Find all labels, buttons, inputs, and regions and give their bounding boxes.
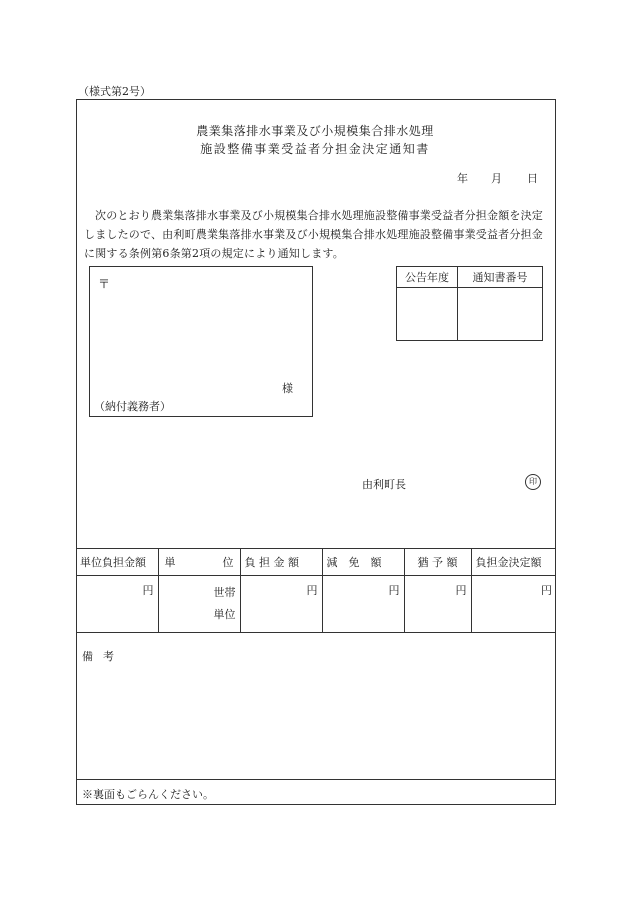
footnote-text: ※裏面もごらんください。 (82, 788, 214, 801)
announcement-year-header: 公告年度 (397, 267, 458, 288)
yen-unit: 円 (306, 584, 318, 597)
household-unit: 世帯 (213, 586, 236, 599)
date-day-label: 日 (527, 172, 538, 185)
postal-mark: 〒 (98, 277, 111, 291)
deferral-amount-cell (404, 576, 471, 633)
unit-cell (158, 576, 240, 633)
yen-unit: 円 (142, 584, 154, 597)
honorific-label: 様 (282, 382, 293, 395)
amount-table-header-row (76, 549, 556, 576)
exemption-amount-header: 減 免 額 (322, 549, 404, 576)
announcement-year-cell (397, 288, 458, 341)
unit-header (158, 549, 240, 576)
unit-charge-header: 単位負担金額 (76, 549, 158, 576)
unit-charge-cell (76, 576, 158, 633)
mayor-label: 由利町長 (362, 478, 406, 491)
form-frame (76, 99, 556, 805)
yen-unit: 円 (455, 584, 467, 597)
title-line-1: 農業集落排水事業及び小規模集合排水処理 (196, 124, 434, 138)
date-year-label: 年 (457, 172, 468, 185)
unit-header-part-1: 単 (164, 556, 176, 569)
form-number-label: （様式第2号） (78, 85, 151, 98)
amount-table (76, 548, 556, 633)
address-box (89, 266, 313, 417)
remarks-label: 備考 (82, 650, 124, 663)
exemption-amount-cell (322, 576, 404, 633)
charge-amount-header: 負 担 金 額 (240, 549, 322, 576)
notice-body-text: 次のとおり農業集落排水事業及び小規模集合排水処理施設整備事業受益者分担金額を決定しましたので、由利町農業集落排水事業及び小規模集合排水処理施設整備事業受益者分担金に関する条例第6条第2項の規定により通知します。 (84, 209, 543, 260)
footnote-divider (76, 779, 556, 780)
deferral-amount-header: 猶 予 額 (404, 549, 471, 576)
unit-header-part-2: 位 (222, 556, 234, 569)
seal-mark: 印 (525, 474, 541, 490)
title-line-2: 施設整備事業受益者分担金決定通知書 (200, 142, 430, 156)
payer-label: （納付義務者） (94, 400, 171, 413)
notice-number-cell (458, 288, 543, 341)
charge-amount-cell (240, 576, 322, 633)
yen-unit: 円 (388, 584, 400, 597)
final-charge-header: 負担金決定額 (471, 549, 556, 576)
final-charge-cell (471, 576, 556, 633)
amount-table-value-row (76, 576, 556, 633)
yen-unit: 円 (541, 584, 552, 597)
notice-number-header: 通知書番号 (458, 267, 543, 288)
notice-info-table (396, 266, 543, 341)
date-month-label: 月 (491, 172, 502, 185)
unit-unit: 単位 (213, 608, 236, 621)
